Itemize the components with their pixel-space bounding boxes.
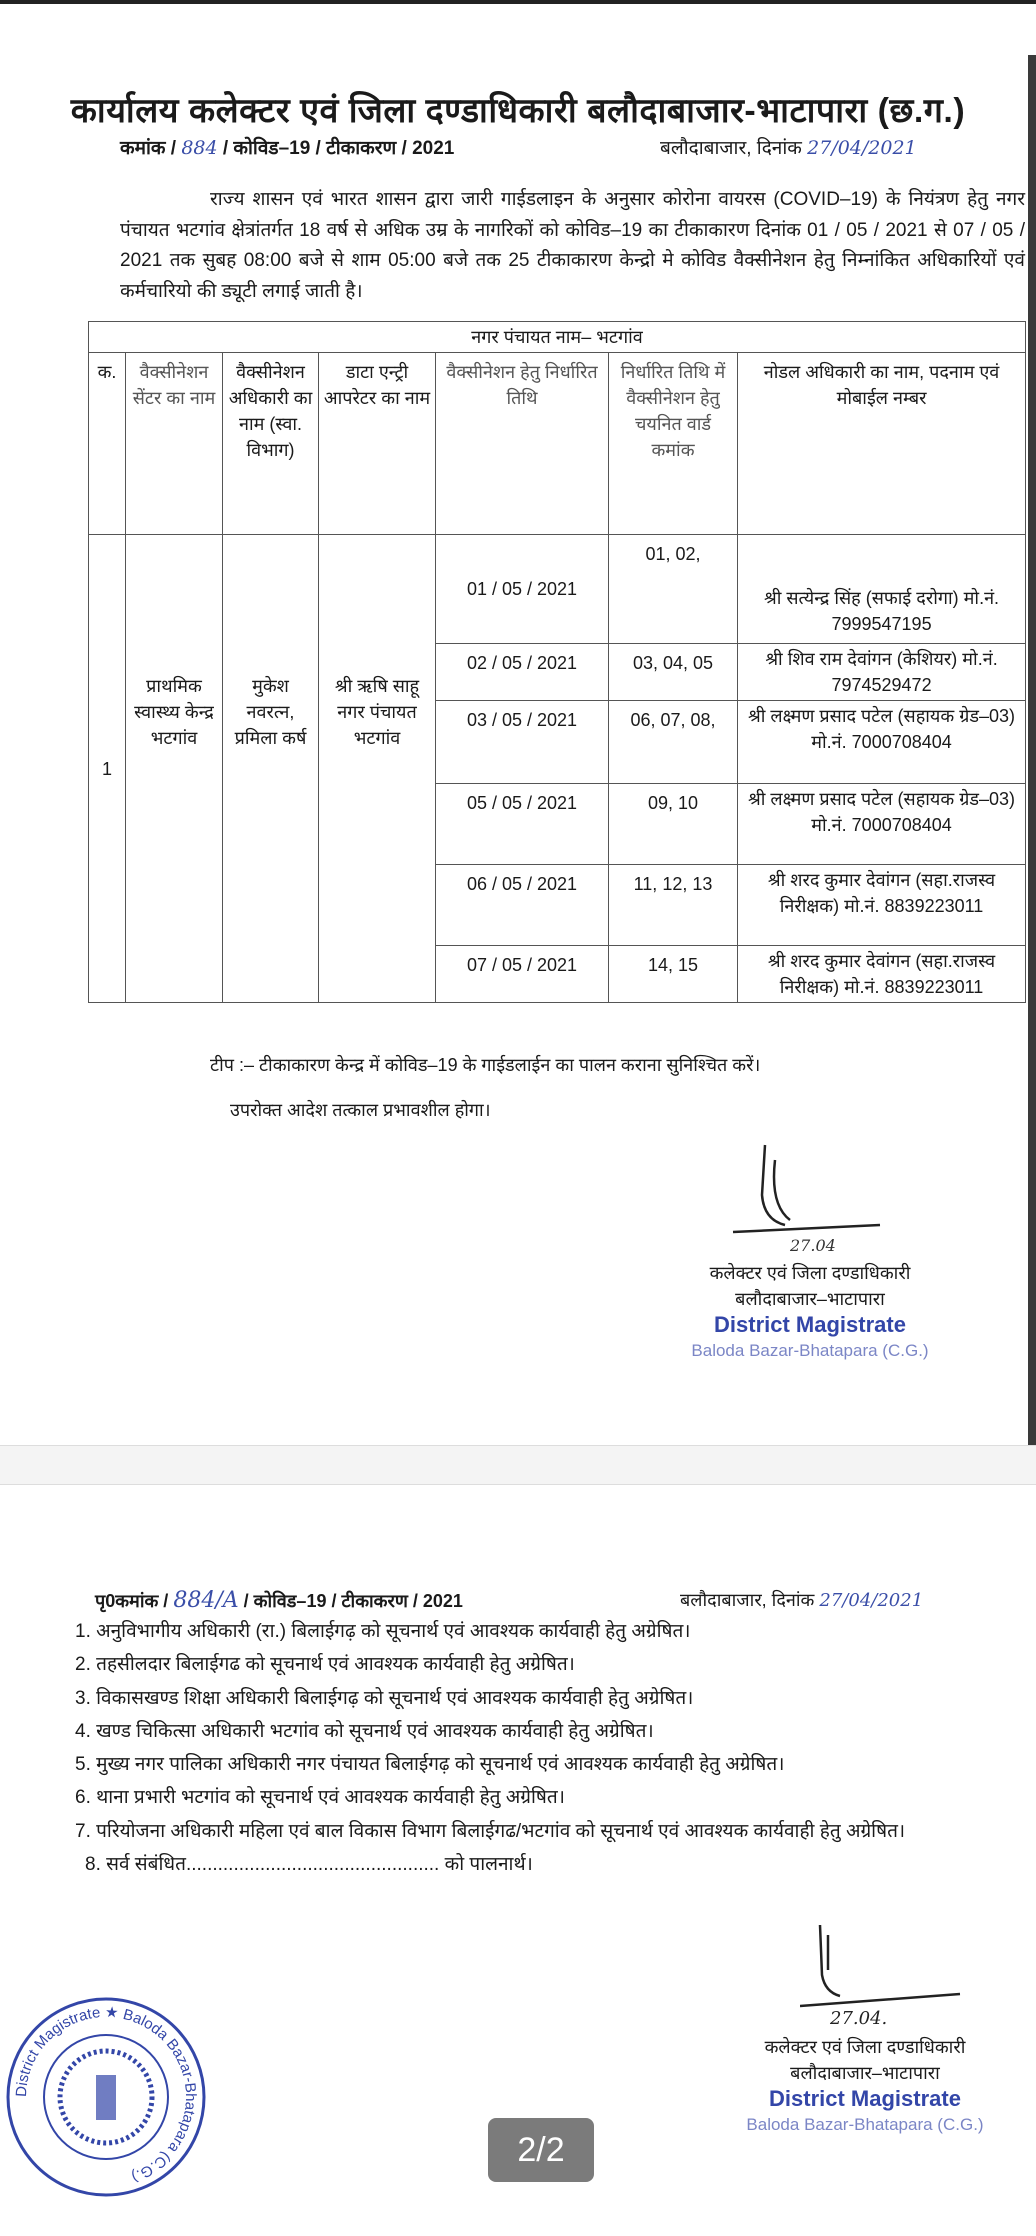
nodal-cell: श्री लक्ष्मण प्रसाद पटेल (सहायक ग्रेड–03) मो.नं. 7000708404 (738, 701, 1026, 784)
serial-cell: 1 (89, 535, 126, 1003)
date-cell: 05 / 05 / 2021 (436, 784, 609, 865)
officer-cell: मुकेश नवरत्न, प्रमिला कर्ष (223, 535, 319, 1003)
signature-mark (800, 1920, 980, 2020)
nodal-cell: श्री लक्ष्मण प्रसाद पटेल (सहायक ग्रेड–03) मो.नं. 7000708404 (738, 784, 1026, 865)
round-stamp-icon (4, 1995, 208, 2199)
date-cell: 03 / 05 / 2021 (436, 701, 609, 784)
effect-note: उपरोक्त आदेश तत्काल प्रभावशील होगा। (230, 1100, 491, 1120)
nodal-cell: श्री शरद कुमार देवांगन (सहा.राजस्व निरीक्षक) मो.नं. 8839223011 (738, 946, 1026, 1003)
column-header: नोडल अधिकारी का नाम, पदनाम एवं मोबाईल नम्बर (738, 353, 1026, 535)
column-header: क. (89, 353, 126, 535)
wards-cell: 03, 04, 05 (609, 644, 738, 701)
wards-cell: 09, 10 (609, 784, 738, 865)
nodal-cell: श्री शिव राम देवांगन (केशियर) मो.नं. 7974529472 (738, 644, 1026, 701)
page-edge-shadow (1028, 55, 1036, 1445)
round-stamp-text: District Magistrate ★ Baloda Bazar-Bhatapara (C.G.) (12, 2003, 200, 2186)
nodal-cell: श्री शरद कुमार देवांगन (सहा.राजस्व निरीक्षक) मो.नं. 8839223011 (738, 865, 1026, 946)
list-item: 6. थाना प्रभारी भटगांव को सूचनार्थ एवं आवश्यक कार्यवाही हेतु अग्रेषित। (75, 1787, 565, 1809)
signature-block (705, 2034, 1025, 2138)
table-row (89, 535, 1026, 644)
column-header: वैक्सीनेशन अधिकारी का नाम (स्वा. विभाग) (223, 353, 319, 535)
column-header: डाटा एन्ट्री आपरेटर का नाम (319, 353, 436, 535)
date-cell: 07 / 05 / 2021 (436, 946, 609, 1003)
wards-cell: 11, 12, 13 (609, 865, 738, 946)
stamp-location: Baloda Bazar-Bhatapara (C.G.) (746, 2115, 984, 2134)
center-cell: प्राथमिक स्वास्थ्य केन्द्र भटगांव (126, 535, 223, 1003)
page-break (0, 1445, 1036, 1485)
column-header: निर्धारित तिथि में वैक्सीनेशन हेतु चयनित वार्ड कमांक (609, 353, 738, 535)
wards-cell: 14, 15 (609, 946, 738, 1003)
order-paragraph: राज्य शासन एवं भारत शासन द्वारा जारी गाईडलाइन के अनुसार कोरोना वायरस (COVID–19) के नियंत्रण हेतु नगर पंचायत भटगांव क्षेत्रांतर्गत 18 वर्ष से अधिक उम्र के नागरिकों को कोविड–19 का टीकाकारण दिनांक 01 / 05 / 2021 से 07 / 05 / 2021 तक सुबह 08:00 बजे से शाम 05:00 बजे तक 25 टीकाकारण केन्द्रो मे कोविड वैक्सीनेशन हेतु निम्नांकित अधिकारियों एवं कर्मचारियो की ड्यूटी लगाई जाती है। (120, 189, 1025, 302)
designation: कलेक्टर एवं जिला दण्डाधिकारी (709, 1263, 911, 1283)
stamp-location: Baloda Bazar-Bhatapara (C.G.) (691, 1341, 929, 1360)
list-item: 3. विकासखण्ड शिक्षा अधिकारी बिलाईगढ़ को सूचनार्थ एवं आवश्यक कार्यवाही हेतु अग्रेषित। (75, 1687, 694, 1709)
endorsement-reference: पृ0कमांक / 884/A / कोविड–19 / टीकाकरण / 2021 (95, 1588, 463, 1613)
office-title: कार्यालय कलेक्टर एवं जिला दण्डाधिकारी बलौदाबाजार-भाटापारा (छ.ग.) (70, 92, 966, 130)
reference-number: कमांक / 884 / कोविड–19 / टीकाकरण / 2021 (120, 137, 455, 159)
list-item: 1. अनुविभागीय अधिकारी (रा.) बिलाईगढ़ को सूचनार्थ एवं आवश्यक कार्यवाही हेतु अग्रेषित। (75, 1621, 691, 1642)
top-edge-line (0, 0, 1036, 4)
table-caption: नगर पंचायत नाम– भटगांव (89, 322, 1026, 353)
operator-cell: श्री ऋषि साहू नगर पंचायत भटगांव (319, 535, 436, 1003)
place-date: बलौदाबाजार, दिनांक 27/04/2021 (660, 137, 917, 159)
list-item: 2. तहसीलदार बिलाईगढ को सूचनार्थ एवं आवश्यक कार्यवाही हेतु अग्रेषित। (75, 1654, 575, 1676)
column-header: वैक्सीनेशन सेंटर का नाम (126, 353, 223, 535)
handwritten-date: 27/04/2021 (819, 1590, 924, 1611)
nodal-cell: श्री सत्येन्द्र सिंह (सफाई दरोगा) मो.नं. 7999547195 (738, 535, 1026, 644)
stamp-district-magistrate: District Magistrate (769, 2086, 961, 2111)
sign-date: 27.04 (790, 1236, 836, 1255)
list-item: 4. खण्ड चिकित्सा अधिकारी भटगांव को सूचनार्थ एवं आवश्यक कार्यवाही हेतु अग्रेषित। (75, 1720, 654, 1742)
handwritten-ref-number: 884/A (173, 1588, 239, 1613)
duty-table (88, 321, 1026, 1003)
wards-cell: 01, 02, (609, 535, 738, 644)
signature-mark (730, 1140, 910, 1240)
list-item: 7. परियोजना अधिकारी महिला एवं बाल विकास विभाग बिलाईगढ/भटगांव को सूचनार्थ एवं आवश्यक कार्यवाही हेतु अग्रेषित। (75, 1820, 906, 1842)
stamp-district-magistrate: District Magistrate (714, 1312, 906, 1337)
date-cell: 01 / 05 / 2021 (436, 535, 609, 644)
place-date: बलौदाबाजार, दिनांक 27/04/2021 (680, 1590, 924, 1611)
handwritten-ref-number: 884 (181, 137, 218, 159)
place: बलौदाबाजार–भाटापारा (790, 2063, 940, 2083)
handwritten-date: 27/04/2021 (807, 137, 917, 159)
date-cell: 02 / 05 / 2021 (436, 644, 609, 701)
designation: कलेक्टर एवं जिला दण्डाधिकारी (764, 2037, 966, 2057)
table-header-row (89, 353, 1026, 535)
distribution-list (75, 1615, 1030, 1881)
wards-cell: 06, 07, 08, (609, 701, 738, 784)
list-item: 8. सर्व संबंधित................................................ को पालनार्थ। (85, 1854, 533, 1876)
signature-block (660, 1260, 960, 1364)
list-item: 5. मुख्य नगर पालिका अधिकारी नगर पंचायत बिलाईगढ़ को सूचनार्थ एवं आवश्यक कार्यवाही हेतु अग्रेषित। (75, 1754, 785, 1776)
tip-note: टीप :– टीकाकारण केन्द्र में कोविड–19 के गाईडलाईन का पालन कराना सुनिश्चित करें। (210, 1055, 761, 1075)
sign-date: 27.04. (830, 2008, 888, 2029)
page-indicator: 2/2 (488, 2118, 594, 2182)
place: बलौदाबाजार–भाटापारा (735, 1289, 885, 1309)
date-cell: 06 / 05 / 2021 (436, 865, 609, 946)
column-header: वैक्सीनेशन हेतु निर्धारित तिथि (436, 353, 609, 535)
